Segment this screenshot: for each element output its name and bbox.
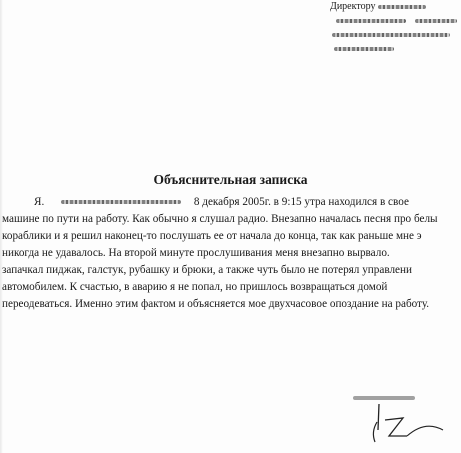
redacted-signature-name — [353, 396, 415, 400]
signature-stroke — [385, 418, 407, 436]
document-body — [2, 194, 461, 313]
body-line-1 — [2, 194, 461, 211]
body-line-4: никогда не удавалось. На второй минуте прослушивания меня внезапно вырвало. — [2, 247, 390, 259]
document-title: Объяснительная записка — [153, 172, 308, 187]
body-line-2: машине по пути на работу. Как обычно я слушал радио. Внезапно началась песня про белы — [2, 213, 438, 225]
signature-stroke — [378, 404, 379, 430]
recipient-line-3 — [330, 28, 461, 42]
redacted-text — [334, 47, 394, 51]
recipient-line-1 — [330, 0, 461, 14]
signature — [345, 390, 455, 450]
recipient-line-4 — [330, 42, 461, 56]
redacted-text — [415, 19, 457, 23]
body-line-1-end: 8 декабря 2005г. в 9:15 утра находился в свое — [193, 196, 409, 208]
redacted-name — [61, 200, 181, 204]
body-line-7: переодеваться. Именно этим фактом и объясняется мое двухчасовое опоздание на работу. — [2, 298, 430, 310]
body-line-1-start: Я. — [34, 196, 45, 208]
body-line-5: запачкал пиджак, галстук, рубашку и брюки, а также чуть было не потерял управлени — [2, 264, 412, 276]
redacted-text — [332, 33, 450, 37]
redacted-text — [336, 19, 406, 23]
signature-stroke — [407, 426, 443, 436]
body-line-3: кораблики и я решил наконец-то послушать ее от начала до конца, так как раньше мне э — [2, 230, 422, 242]
recipient-block — [330, 0, 461, 56]
signature-stroke — [373, 422, 377, 442]
addressee-label: Директору — [330, 1, 376, 12]
recipient-line-2 — [330, 14, 461, 28]
body-line-6: автомобилем. К счастью, в аварию я не попал, но пришлось возвращаться домой — [2, 281, 388, 293]
redacted-text — [378, 5, 426, 9]
